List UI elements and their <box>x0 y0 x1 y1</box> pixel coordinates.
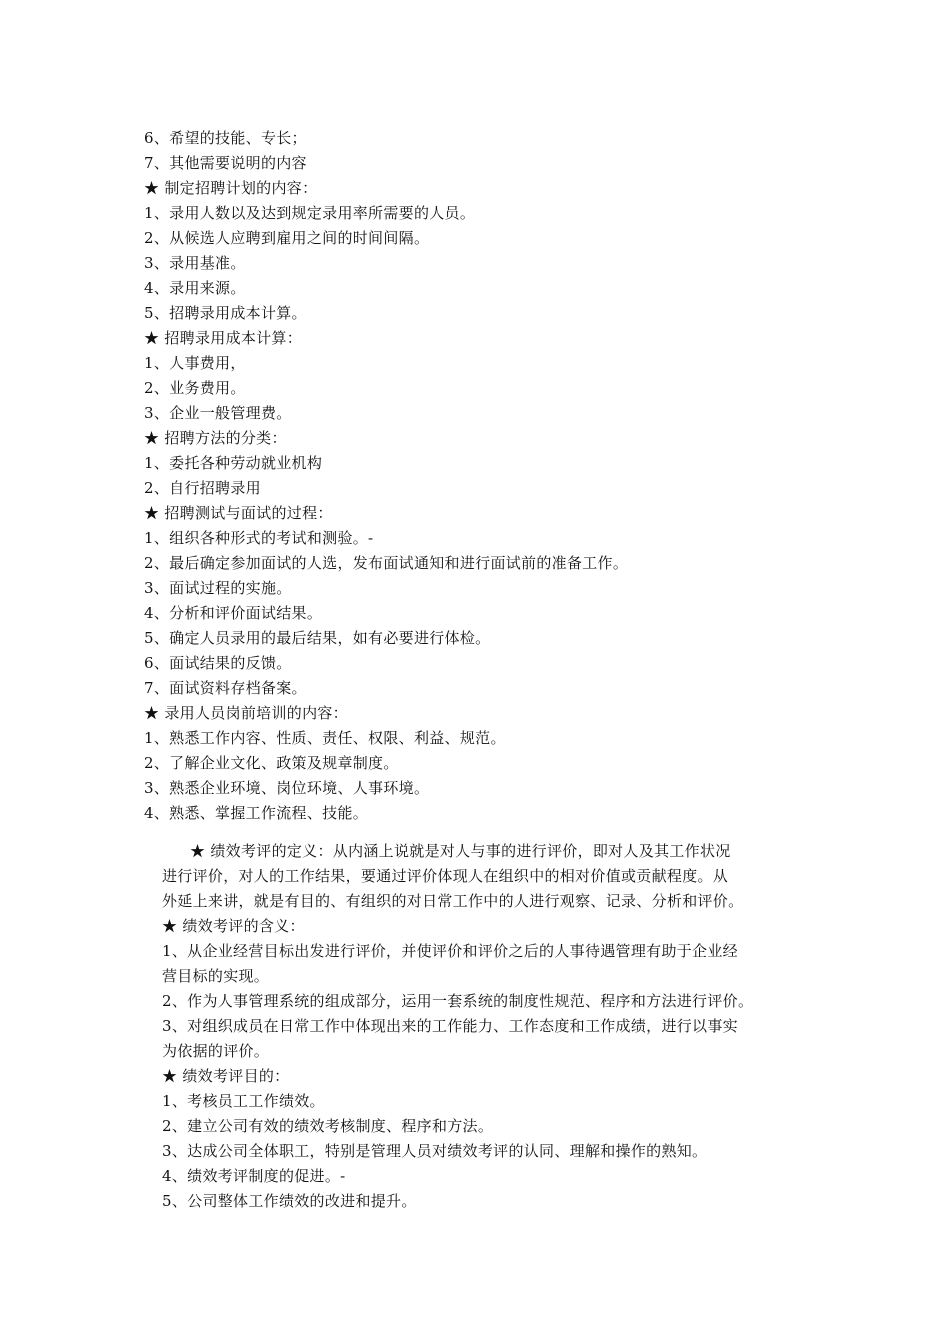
section-heading: ★ 招聘录用成本计算： <box>144 329 303 347</box>
text-line: 1、组织各种形式的考试和测验。- <box>144 529 374 547</box>
text-line: 3、面试过程的实施。 <box>144 579 292 597</box>
text-line: 4、熟悉、掌握工作流程、技能。 <box>144 804 369 822</box>
text-line: 1、委托各种劳动就业机构 <box>144 454 323 472</box>
text-line: 6、面试结果的反馈。 <box>144 654 292 672</box>
text-line: 1、从企业经营目标出发进行评价，并使评价和评价之后的人事待遇管理有助于企业经 <box>162 942 738 960</box>
section-heading: ★ 招聘测试与面试的过程： <box>144 504 333 522</box>
text-line: 3、对组织成员在日常工作中体现出来的工作能力、工作态度和工作成绩，进行以事实 <box>162 1017 738 1035</box>
text-line: 4、录用来源。 <box>144 279 246 297</box>
text-line: 7、面试资料存档备案。 <box>144 679 307 697</box>
text-line: 2、最后确定参加面试的人选，发布面试通知和进行面试前的准备工作。 <box>144 554 629 572</box>
text-line: 3、企业一般管理费。 <box>144 404 292 422</box>
section-heading: ★ 绩效考评的含义： <box>162 917 305 935</box>
section-heading: ★ 录用人员岗前培训的内容： <box>144 704 348 722</box>
text-line: 1、考核员工工作绩效。 <box>162 1092 325 1110</box>
text-line: 1、人事费用， <box>144 354 246 372</box>
text-line: 进行评价，对人的工作结果，要通过评价体现人在组织中的相对价值或贡献程度。从 <box>162 867 729 885</box>
text-line: 7、其他需要说明的内容 <box>144 154 307 172</box>
text-line: 2、业务费用。 <box>144 379 246 397</box>
section-heading: ★ 招聘方法的分类： <box>144 429 287 447</box>
text-line: 1、熟悉工作内容、性质、责任、权限、利益、规范。 <box>144 729 506 747</box>
section-heading: ★ 制定招聘计划的内容： <box>144 179 318 197</box>
text-line: 6、希望的技能、专长； <box>144 129 307 147</box>
text-line: 营目标的实现。 <box>162 967 270 985</box>
section-heading: ★ 绩效考评目的： <box>162 1067 290 1085</box>
text-line: 3、录用基准。 <box>144 254 246 272</box>
text-line: 5、招聘录用成本计算。 <box>144 304 307 322</box>
text-line: 为依据的评价。 <box>162 1042 270 1060</box>
text-line: 外延上来讲，就是有目的、有组织的对日常工作中的人进行观察、记录、分析和评价。 <box>162 892 744 910</box>
text-line: 5、确定人员录用的最后结果，如有必要进行体检。 <box>144 629 491 647</box>
text-line: 2、从候选人应聘到雇用之间的时间间隔。 <box>144 229 430 247</box>
text-line: 2、自行招聘录用 <box>144 479 261 497</box>
section-heading: ★ 绩效考评的定义：从内涵上说就是对人与事的进行评价，即对人及其工作状况 <box>190 842 731 860</box>
text-line: 2、建立公司有效的绩效考核制度、程序和方法。 <box>162 1117 494 1135</box>
text-line: 4、分析和评价面试结果。 <box>144 604 323 622</box>
text-line: 5、公司整体工作绩效的改进和提升。 <box>162 1192 417 1210</box>
text-line: 3、达成公司全体职工，特别是管理人员对绩效考评的认同、理解和操作的熟知。 <box>162 1142 708 1160</box>
text-line: 2、了解企业文化、政策及规章制度。 <box>144 754 399 772</box>
text-line: 2、作为人事管理系统的组成部分，运用一套系统的制度性规范、程序和方法进行评价。 <box>162 992 754 1010</box>
text-line: 4、绩效考评制度的促进。- <box>162 1167 346 1185</box>
text-line: 1、录用人数以及达到规定录用率所需要的人员。 <box>144 204 476 222</box>
text-line: 3、熟悉企业环境、岗位环境、人事环境。 <box>144 779 430 797</box>
